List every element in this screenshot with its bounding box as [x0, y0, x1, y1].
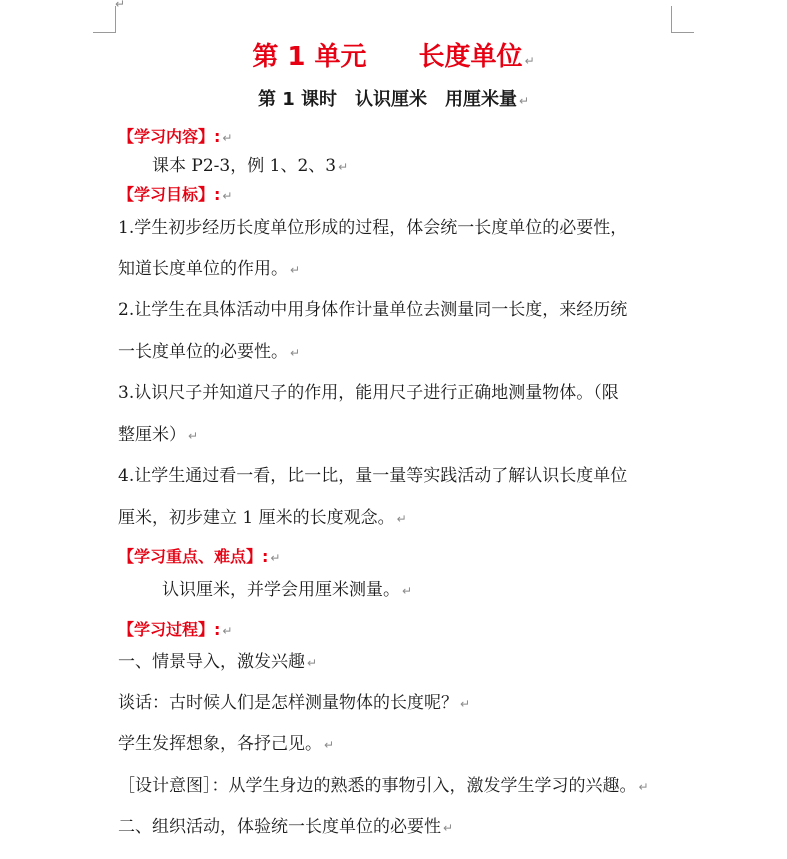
content-text: 课本 P2-3，例 1、2、3 ↵	[152, 156, 349, 176]
goal-line: 整厘米） ↵	[118, 425, 199, 445]
process-line: 一、情景导入，激发兴趣 ↵	[118, 652, 318, 672]
section-heading-key-points: 【学习重点、难点】: ↵	[118, 547, 281, 566]
goal-line: 一长度单位的必要性。 ↵	[118, 342, 301, 362]
process-line: ［设计意图］：从学生身边的熟悉的事物引入，激发学生学习的兴趣。 ↵	[118, 776, 649, 796]
process-line: 谈话：古时候人们是怎样测量物体的长度呢？ ↵	[118, 693, 471, 713]
process-line: 二、组织活动，体验统一长度单位的必要性 ↵	[118, 817, 454, 837]
crop-mark-top-left	[93, 6, 116, 33]
process-line: 学生发挥想象，各抒己见。 ↵	[118, 734, 335, 754]
section-heading-process: 【学习过程】: ↵	[118, 620, 233, 639]
goal-line: 知道长度单位的作用。 ↵	[118, 259, 301, 279]
key-points-text: 认识厘米，并学会用厘米测量。 ↵	[162, 580, 413, 600]
goal-line: 3.认识尺子并知道尺子的作用，能用尺子进行正确地测量物体。（限	[118, 383, 619, 403]
lesson-subtitle: 第 1 课时 认识厘米 用厘米量 ↵	[257, 89, 530, 110]
document-title: 第 1 单元 长度单位 ↵	[252, 42, 535, 72]
section-heading-goals: 【学习目标】: ↵	[118, 185, 233, 204]
goal-line: 4.让学生通过看一看，比一比，量一量等实践活动了解认识长度单位	[118, 466, 628, 486]
section-heading-content: 【学习内容】: ↵	[118, 127, 233, 146]
crop-mark-top-right	[671, 6, 694, 33]
goal-line: 厘米，初步建立 1 厘米的长度观念。 ↵	[118, 508, 407, 528]
goal-line: 2.让学生在具体活动中用身体作计量单位去测量同一长度，来经历统	[118, 300, 628, 320]
paragraph-mark: ↵	[115, 0, 126, 11]
goal-line: 1.学生初步经历长度单位形成的过程，体会统一长度单位的必要性，	[118, 218, 628, 238]
